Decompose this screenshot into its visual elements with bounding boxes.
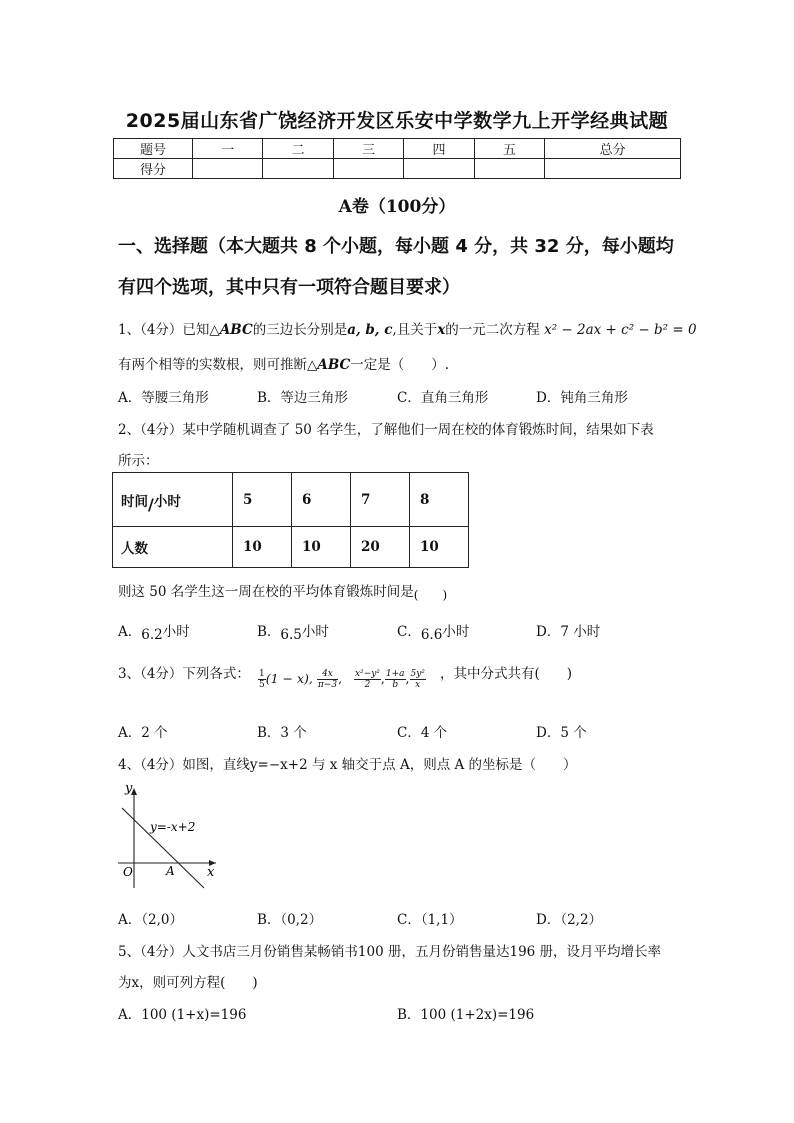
q2-table-header — [113, 473, 233, 527]
q2-option-d[interactable] — [536, 620, 600, 640]
q3-f2-num: 4x — [317, 669, 338, 680]
q4-option-b[interactable]: B．（0,2） — [257, 912, 323, 928]
q2-option-b-value: 6.5 — [280, 627, 302, 643]
q3-f1-tail: (1 − x), — [265, 671, 313, 686]
q2-option-c-unit: 小时 — [442, 624, 470, 640]
q3-option-d[interactable]: D．5 个 — [536, 725, 587, 741]
q3-comma: , — [405, 671, 410, 686]
q1-option-a[interactable]: A．等腰三角形 — [118, 390, 209, 406]
q1-mid: 的三边长分别是 — [252, 322, 348, 338]
q2-option-b[interactable] — [257, 620, 329, 643]
q2-header-sep: / — [148, 494, 154, 514]
q1-stem-line2 — [118, 353, 449, 373]
score-header-cell: 题号 — [114, 139, 193, 159]
q2-option-a-value: 6.2 — [141, 627, 163, 643]
q3-option-c[interactable]: C．4 个 — [397, 725, 448, 741]
q1-line2b: 一定是（ ）. — [350, 357, 450, 373]
q2-table-row-hours — [113, 473, 469, 527]
q2-option-b-unit: 小时 — [301, 624, 329, 640]
q3-f3-num: x²−y² — [354, 669, 380, 679]
q5-stem-line2: 为x，则可列方程( ) — [118, 975, 258, 991]
q3-f5-den: x — [415, 680, 421, 690]
score-blank-cell — [404, 159, 474, 179]
q3-f4-num: 1+a — [385, 669, 405, 679]
q3-f2-den: π−3 — [317, 680, 338, 690]
q1-option-d[interactable]: D．钝角三角形 — [536, 390, 628, 406]
x-axis-label: x — [207, 865, 215, 880]
q3-option-a[interactable]: A．2 个 — [118, 725, 168, 741]
score-header-cell: 二 — [263, 139, 333, 159]
q3-stem-tail: ，其中分式共有( ) — [440, 666, 573, 682]
score-table-score-row — [114, 159, 681, 179]
q2-option-b-letter: B． — [257, 624, 281, 640]
q2-data-table — [112, 472, 469, 568]
score-header-cell: 三 — [333, 139, 403, 159]
q2-option-c-value: 6.6 — [420, 627, 443, 643]
score-header-cell: 总分 — [545, 139, 681, 159]
q1-abc: ABC — [317, 357, 351, 373]
q5-stem-line1: 5、（4分）人文书店三月份销售某畅销书100 册，五月份销售量达196 册，设月平均增长率 — [118, 944, 662, 960]
score-header-cell: 四 — [404, 139, 474, 159]
score-blank-cell — [474, 159, 544, 179]
q5-option-a[interactable]: A．100 (1+x)=196 — [118, 1007, 247, 1023]
q2-paren: ( ) — [413, 588, 448, 602]
q2-option-c-letter: C． — [397, 624, 421, 640]
score-blank-cell — [193, 159, 263, 179]
q3-fraction-5 — [410, 669, 426, 690]
q1-option-c[interactable]: C．直角三角形 — [397, 390, 489, 406]
q2-hours-cell: 8 — [410, 473, 469, 527]
q1-x: x — [437, 322, 446, 338]
q2-stem-line1: 2、（4分）某中学随机调查了 50 名学生，了解他们一周在校的体育锻炼时间，结果如下表 — [118, 422, 654, 438]
score-blank-cell — [333, 159, 403, 179]
q2-hours-cell: 7 — [351, 473, 410, 527]
q4-graph — [112, 778, 224, 890]
q3-comma: , — [380, 671, 385, 686]
q4-stem: 4、（4分）如图，直线y=−x+2 与 x 轴交于点 A，则点 A 的坐标是（ ） — [118, 757, 577, 773]
q2-option-c[interactable] — [397, 620, 470, 643]
q1-mid2: ,且关于 — [392, 322, 438, 338]
score-header-cell: 一 — [193, 139, 263, 159]
q1-equation: x² − 2ax + c² − b² = 0 — [544, 322, 697, 338]
q2-header-time: 时间 — [121, 493, 148, 510]
score-header-cell: 五 — [474, 139, 544, 159]
q2-option-d-letter: D． — [536, 624, 561, 640]
score-blank-cell — [263, 159, 333, 179]
q2-option-d-value: 7 小时 — [560, 624, 601, 640]
q2-option-a-letter: A． — [118, 624, 142, 640]
q2-option-a[interactable] — [118, 620, 190, 643]
q2-count-cell: 10 — [292, 527, 351, 568]
q2-stem-line3 — [118, 580, 447, 600]
q2-stem-line2: 所示： — [118, 453, 159, 469]
q1-stem-line1 — [118, 318, 697, 338]
q4-option-a[interactable]: A．（2,0） — [118, 912, 183, 928]
q2-count-cell: 10 — [410, 527, 469, 568]
q2-count-cell: 10 — [233, 527, 292, 568]
q2-line3-text: 则这 50 名学生这一周在校的平均体育锻炼时间是 — [118, 584, 414, 600]
section-a-title: A卷（100分） — [338, 197, 456, 217]
q4-option-d[interactable]: D．（2,2） — [536, 912, 603, 928]
q3-f3-den: 2 — [364, 680, 371, 690]
q4-option-c[interactable]: C．（1,1） — [397, 912, 463, 928]
q3-expressions — [258, 669, 426, 690]
q1-vars: a, b, c — [347, 322, 393, 338]
score-row-label: 得分 — [114, 159, 193, 179]
q3-stem-label: 3、（4分）下列各式： — [118, 666, 250, 682]
score-blank-cell — [545, 159, 681, 179]
q3-fraction-2 — [317, 669, 338, 690]
q3-f4-den: b — [392, 680, 399, 690]
q3-fraction-4 — [385, 669, 406, 690]
y-axis-label: y — [125, 781, 133, 796]
q1-option-b[interactable]: B．等边三角形 — [257, 390, 348, 406]
q2-option-a-unit: 小时 — [162, 624, 190, 640]
q3-f5-num: 5y² — [410, 669, 425, 679]
q5-option-b[interactable]: B．100 (1+2x)=196 — [397, 1007, 535, 1023]
origin-label: O — [123, 865, 133, 879]
q2-row-label: 人数 — [113, 527, 233, 568]
q1-line2a: 有两个相等的实数根，则可推断△ — [118, 357, 318, 373]
score-table-header-row — [114, 139, 681, 159]
q2-hours-cell: 6 — [292, 473, 351, 527]
q1-abc: ABC — [219, 322, 253, 338]
q2-header-unit: 小时 — [153, 493, 181, 510]
q2-hours-cell: 5 — [233, 473, 292, 527]
part1-heading-line2: 有四个选项，其中只有一项符合题目要求） — [118, 277, 460, 298]
part1-heading-line1: 一、选择题（本大题共 8 个小题，每小题 4 分，共 32 分，每小题均 — [118, 236, 674, 257]
q1-prefix: 1、（4分）已知△ — [118, 322, 220, 338]
q3-f1-num: 1 — [259, 669, 265, 679]
q3-option-b[interactable]: B．3 个 — [257, 725, 307, 741]
score-table — [113, 138, 681, 179]
page-title: 2025届山东省广饶经济开发区乐安中学数学九上开学经典试题 — [125, 110, 669, 132]
q1-mid3: 的一元二次方程 — [445, 322, 540, 338]
q2-count-cell: 20 — [351, 527, 410, 568]
line-equation-label: y=-x+2 — [150, 820, 196, 834]
q3-comma: , — [338, 671, 343, 686]
point-a-label: A — [166, 864, 175, 878]
q3-fraction-3 — [354, 669, 381, 690]
q2-table-row-counts — [113, 527, 469, 568]
q3-f1-den: 5 — [259, 680, 265, 690]
q3-fraction-1 — [258, 669, 266, 690]
